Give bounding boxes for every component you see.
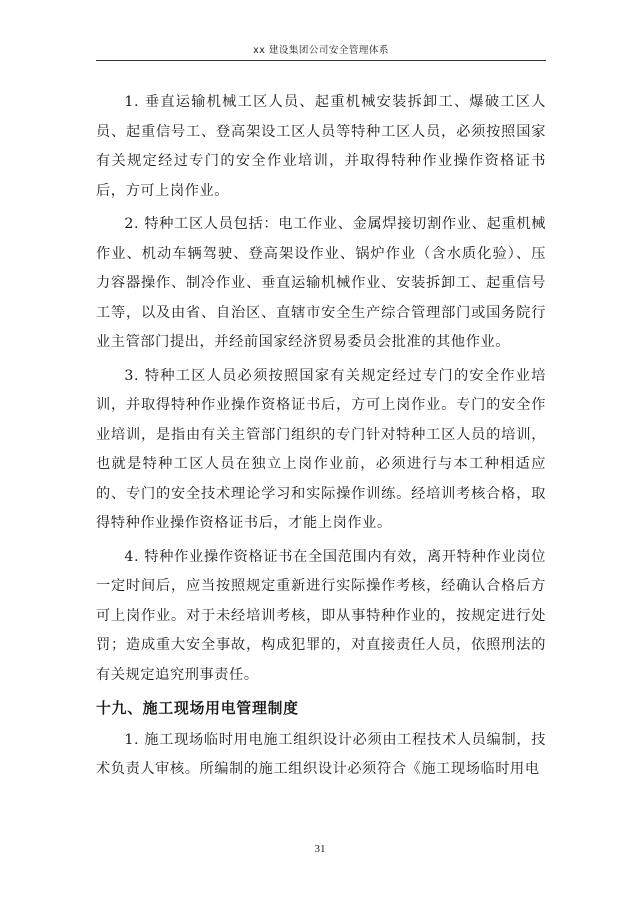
paragraph-2: 2. 特种工区人员包括：电工作业、金属焊接切割作业、起重机械作业、机动车辆驾驶、登高架设作业、锅炉作业（含水质化验）、压力容器操作、制冷作业、垂直运输机械作业、安装拆卸工、起重信号工等，以及由省、自治区、直辖市安全生产综合管理部门或国务院行业主管部门提出，并经前国家经济贸易委员会批准的其他作业。: [96, 216, 546, 350]
header-divider: [96, 60, 546, 61]
paragraph-1: 1. 垂直运输机械工区人员、起重机械安装拆卸工、爆破工区人员、起重信号工、登高架设工区人员等特种工区人员，必须按照国家有关规定经过专门的安全作业培训，并取得特种作业操作资格证书后，方可上岗作业。: [96, 94, 546, 199]
running-header: xx 建设集团公司安全管理体系: [253, 45, 389, 56]
document-body: [96, 88, 546, 789]
paragraph-3: 3. 特种工区人员必须按照国家有关规定经过专门的安全作业培训，并取得特种作业操作资格证书后，方可上岗作业。专门的安全作业培训，是指由有关主管部门组织的专门针对特种工区人员的培训，也就是特种工区人员在独立上岗作业前，必须进行与本工种相适应的、专门的安全技术理论学习和实际操作训练。经培训考核合格，取得特种作业操作资格证书后，才能上岗作业。: [96, 367, 546, 531]
page-number: 31: [314, 843, 326, 855]
section-paragraph-1: 1. 施工现场临时用电施工组织设计必须由工程技术人员编制，技术负责人审核。所编制的施工组织设计必须符合《施工现场临时用电: [96, 731, 546, 777]
section-heading: 十九、施工现场用电管理制度: [96, 700, 299, 717]
paragraph-4: 4. 特种作业操作资格证书在全国范围内有效，离开特种作业岗位一定时间后，应当按照规定重新进行实际操作考核，经确认合格后方可上岗作业。对于未经培训考核，即从事特种作业的，按规定进行处罚；造成重大安全事故，构成犯罪的，对直接责任人员，依照刑法的有关规定追究刑事责任。: [96, 548, 546, 683]
